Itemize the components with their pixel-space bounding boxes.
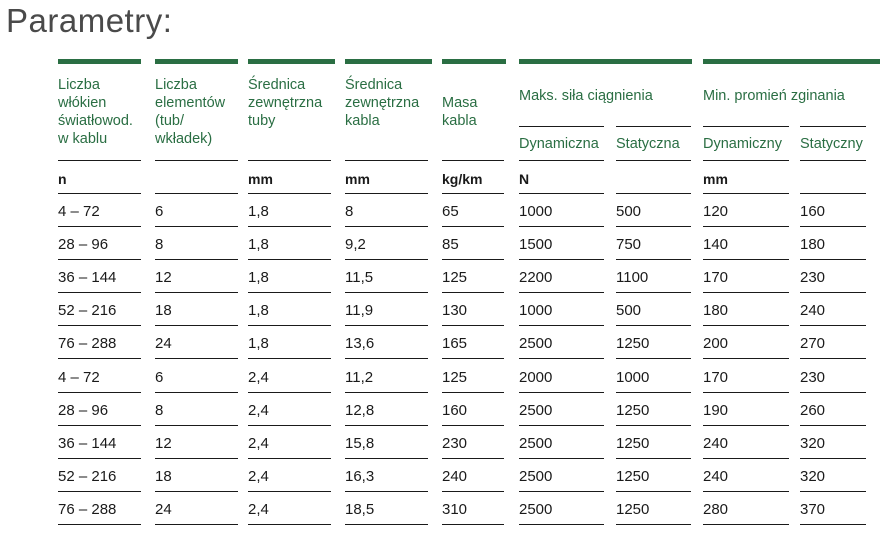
row-rule (58, 392, 141, 393)
table-cell: 24 (155, 335, 172, 353)
table-cell: 180 (703, 302, 729, 320)
table-cell: 11,9 (345, 302, 374, 320)
column-header: Średnica zewnętrzna kabla (345, 77, 420, 129)
table-cell: 240 (703, 467, 729, 485)
row-rule (703, 425, 789, 426)
table-cell: 240 (442, 467, 468, 485)
table-cell: 11,5 (345, 269, 374, 287)
table-cell: 8 (155, 401, 164, 419)
table-cell: 270 (800, 335, 826, 353)
row-rule (616, 491, 691, 492)
header-rule (616, 160, 691, 161)
table-cell: 170 (703, 269, 729, 287)
subheader-rule (800, 126, 866, 127)
row-rule (442, 458, 504, 459)
table-cell: 2500 (519, 335, 553, 353)
table-cell: 500 (616, 203, 642, 220)
table-cell: 160 (800, 203, 826, 220)
unit-label: mm (345, 171, 370, 187)
table-cell: 280 (703, 500, 729, 518)
row-rule (442, 392, 504, 393)
header-rule (58, 160, 141, 161)
table-cell: 1250 (616, 500, 650, 518)
table-cell: 4 – 72 (58, 368, 100, 386)
header-rule (800, 160, 866, 161)
row-rule (703, 259, 789, 260)
table-cell: 260 (800, 401, 826, 419)
table-cell: 320 (800, 467, 826, 485)
row-rule (519, 292, 604, 293)
row-rule (616, 226, 691, 227)
units-rule (800, 193, 866, 194)
table-cell: 8 (345, 203, 354, 220)
table-cell: 2,4 (248, 500, 269, 518)
subheader: Statyczna (616, 136, 680, 152)
table-cell: 165 (442, 335, 468, 353)
header-rule (155, 160, 238, 161)
table-cell: 230 (442, 434, 468, 452)
table-cell: 52 – 216 (58, 467, 117, 485)
table-cell: 180 (800, 236, 826, 254)
subheader: Dynamiczny (703, 136, 782, 152)
table-cell: 36 – 144 (58, 434, 117, 452)
row-rule (58, 458, 141, 459)
header-bar (703, 59, 880, 64)
table-cell: 28 – 96 (58, 401, 109, 419)
row-rule (703, 292, 789, 293)
row-rule (58, 292, 141, 293)
row-rule (442, 226, 504, 227)
row-rule (616, 325, 691, 326)
row-rule (703, 491, 789, 492)
row-rule (519, 226, 604, 227)
table-cell: 1,8 (248, 203, 269, 220)
row-rule (519, 392, 604, 393)
row-rule (800, 524, 866, 525)
subheader: Statyczny (800, 136, 863, 152)
table-cell: 230 (800, 368, 826, 386)
units-rule (519, 193, 604, 194)
header-rule (345, 160, 428, 161)
row-rule (616, 524, 691, 525)
table-cell: 1,8 (248, 335, 269, 353)
row-rule (155, 392, 238, 393)
row-rule (155, 226, 238, 227)
table-cell: 1250 (616, 434, 650, 452)
row-rule (616, 259, 691, 260)
table-cell: 28 – 96 (58, 236, 109, 254)
table-cell: 76 – 288 (58, 500, 117, 518)
table-cell: 2000 (519, 368, 553, 386)
table-cell: 13,6 (345, 335, 375, 353)
units-rule (155, 193, 238, 194)
row-rule (248, 226, 331, 227)
row-rule (58, 358, 141, 359)
row-rule (248, 259, 331, 260)
table-cell: 11,2 (345, 368, 374, 386)
row-rule (345, 259, 428, 260)
unit-label: mm (248, 171, 273, 187)
table-cell: 12 (155, 434, 172, 452)
table-cell: 18 (155, 302, 172, 320)
table-cell: 6 (155, 203, 164, 220)
table-cell: 36 – 144 (58, 269, 117, 287)
row-rule (519, 259, 604, 260)
table-cell: 170 (703, 368, 729, 386)
table-cell: 160 (442, 401, 468, 419)
units-rule (248, 193, 331, 194)
header-bar (345, 59, 432, 64)
row-rule (800, 259, 866, 260)
row-rule (519, 458, 604, 459)
table-cell: 2,4 (248, 434, 269, 452)
row-rule (345, 292, 428, 293)
row-rule (345, 458, 428, 459)
row-rule (345, 425, 428, 426)
subheader-rule (703, 126, 789, 127)
row-rule (155, 524, 238, 525)
row-rule (519, 358, 604, 359)
table-cell: 1000 (519, 302, 553, 320)
table-cell: 2200 (519, 269, 553, 287)
units-rule (616, 193, 691, 194)
units-rule (345, 193, 428, 194)
row-rule (800, 392, 866, 393)
table-cell: 18,5 (345, 500, 375, 518)
row-rule (155, 358, 238, 359)
header-rule (703, 160, 789, 161)
table-cell: 9,2 (345, 236, 366, 254)
table-cell: 18 (155, 467, 172, 485)
units-rule (703, 193, 789, 194)
column-header: Liczba włókien światłowod. w kablu (58, 77, 133, 147)
table-cell: 500 (616, 302, 642, 320)
row-rule (800, 292, 866, 293)
table-cell: 1250 (616, 467, 650, 485)
row-rule (616, 458, 691, 459)
table-cell: 240 (703, 434, 729, 452)
table-cell: 125 (442, 269, 468, 287)
unit-label: n (58, 171, 67, 187)
row-rule (345, 392, 428, 393)
header-bar (519, 59, 692, 64)
row-rule (616, 292, 691, 293)
table-cell: 76 – 288 (58, 335, 117, 353)
row-rule (248, 425, 331, 426)
table-cell: 370 (800, 500, 826, 518)
header-rule (519, 160, 604, 161)
table-cell: 65 (442, 203, 459, 220)
table-cell: 2500 (519, 401, 553, 419)
row-rule (248, 458, 331, 459)
row-rule (616, 425, 691, 426)
row-rule (58, 425, 141, 426)
table-cell: 230 (800, 269, 826, 287)
header-bar (155, 59, 238, 64)
table-cell: 1,8 (248, 236, 269, 254)
units-rule (442, 193, 504, 194)
row-rule (800, 491, 866, 492)
row-rule (442, 358, 504, 359)
row-rule (345, 226, 428, 227)
table-cell: 2500 (519, 467, 553, 485)
row-rule (345, 491, 428, 492)
row-rule (345, 524, 428, 525)
row-rule (800, 458, 866, 459)
row-rule (248, 325, 331, 326)
row-rule (703, 325, 789, 326)
subheader: Dynamiczna (519, 136, 599, 152)
row-rule (248, 491, 331, 492)
unit-label: mm (703, 171, 728, 187)
table-cell: 310 (442, 500, 468, 518)
table-cell: 1,8 (248, 302, 269, 320)
table-cell: 1,8 (248, 269, 269, 287)
row-rule (248, 292, 331, 293)
table-cell: 120 (703, 203, 729, 220)
table-cell: 125 (442, 368, 468, 386)
row-rule (800, 425, 866, 426)
row-rule (616, 358, 691, 359)
row-rule (703, 226, 789, 227)
row-rule (519, 524, 604, 525)
row-rule (155, 491, 238, 492)
header-rule (248, 160, 331, 161)
table-cell: 2500 (519, 500, 553, 518)
row-rule (58, 325, 141, 326)
table-cell: 4 – 72 (58, 203, 100, 220)
table-cell: 1000 (616, 368, 650, 386)
table-cell: 6 (155, 368, 164, 386)
table-cell: 2,4 (248, 467, 269, 485)
table-cell: 320 (800, 434, 826, 452)
unit-label: N (519, 171, 530, 187)
header-bar (442, 59, 506, 64)
table-cell: 24 (155, 500, 172, 518)
row-rule (58, 524, 141, 525)
row-rule (442, 425, 504, 426)
row-rule (248, 392, 331, 393)
row-rule (800, 226, 866, 227)
table-cell: 750 (616, 236, 642, 254)
row-rule (616, 392, 691, 393)
row-rule (800, 358, 866, 359)
group-header: Maks. siła ciągnienia (519, 88, 653, 104)
row-rule (800, 325, 866, 326)
row-rule (155, 425, 238, 426)
row-rule (58, 259, 141, 260)
table-cell: 16,3 (345, 467, 375, 485)
row-rule (58, 226, 141, 227)
row-rule (58, 491, 141, 492)
table-cell: 240 (800, 302, 826, 320)
row-rule (703, 458, 789, 459)
row-rule (519, 491, 604, 492)
header-bar (248, 59, 335, 64)
row-rule (248, 524, 331, 525)
row-rule (519, 325, 604, 326)
group-header: Min. promień zginania (703, 88, 845, 104)
unit-label: kg/km (442, 171, 483, 187)
row-rule (345, 325, 428, 326)
table-cell: 12,8 (345, 401, 375, 419)
row-rule (519, 425, 604, 426)
table-cell: 2,4 (248, 401, 269, 419)
table-cell: 1100 (616, 269, 649, 287)
row-rule (703, 392, 789, 393)
row-rule (703, 358, 789, 359)
table-cell: 8 (155, 236, 164, 254)
table-cell: 2500 (519, 434, 553, 452)
table-cell: 1250 (616, 401, 650, 419)
subheader-rule (519, 126, 604, 127)
row-rule (442, 259, 504, 260)
column-header: Liczba elementów (tub/ wkładek) (155, 77, 226, 147)
table-cell: 12 (155, 269, 172, 287)
table-cell: 200 (703, 335, 729, 353)
table-cell: 140 (703, 236, 729, 254)
table-cell: 1500 (519, 236, 553, 254)
units-rule (58, 193, 141, 194)
header-bar (58, 59, 141, 64)
row-rule (155, 292, 238, 293)
row-rule (442, 491, 504, 492)
row-rule (155, 259, 238, 260)
row-rule (155, 458, 238, 459)
row-rule (442, 325, 504, 326)
row-rule (442, 292, 504, 293)
table-cell: 15,8 (345, 434, 375, 452)
row-rule (442, 524, 504, 525)
table-cell: 85 (442, 236, 459, 254)
row-rule (345, 358, 428, 359)
table-cell: 130 (442, 302, 468, 320)
subheader-rule (616, 126, 691, 127)
table-cell: 190 (703, 401, 729, 419)
table-cell: 1000 (519, 203, 553, 220)
table-cell: 2,4 (248, 368, 269, 386)
table-cell: 52 – 216 (58, 302, 117, 320)
row-rule (703, 524, 789, 525)
column-header: Średnica zewnętrzna tuby (248, 77, 323, 129)
row-rule (248, 358, 331, 359)
row-rule (155, 325, 238, 326)
column-header: Masa kabla (442, 95, 478, 129)
table-cell: 1250 (616, 335, 650, 353)
page-title: Parametry: (6, 2, 173, 39)
header-rule (442, 160, 504, 161)
